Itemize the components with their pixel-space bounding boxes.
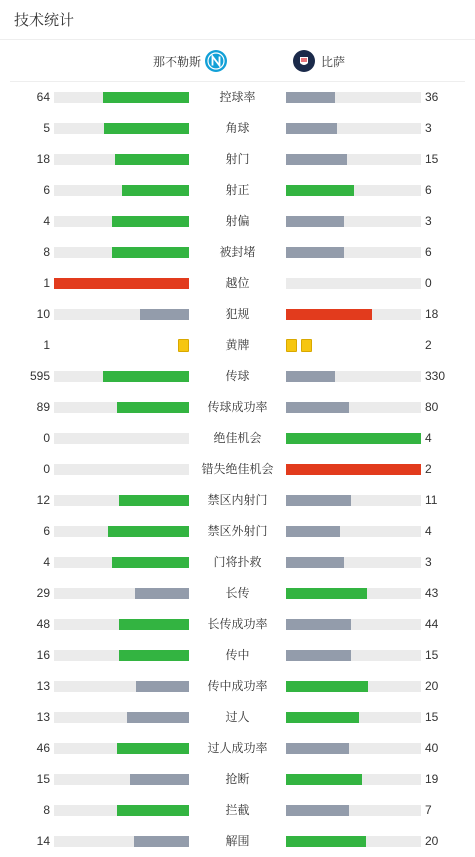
home-bar-track <box>54 588 189 599</box>
away-bar-track <box>286 309 421 320</box>
stat-label: 传球 <box>225 369 250 383</box>
home-value: 6 <box>43 183 50 197</box>
away-value: 18 <box>425 307 439 321</box>
stat-row <box>0 237 475 268</box>
stat-label: 拦截 <box>225 803 250 817</box>
home-value: 8 <box>43 803 50 817</box>
home-team-name: 那不勒斯 <box>152 54 201 69</box>
away-bar <box>286 681 368 692</box>
home-bar-track <box>54 743 189 754</box>
home-bar <box>104 123 189 134</box>
home-value: 46 <box>36 741 50 755</box>
home-value: 16 <box>36 648 50 662</box>
away-bar <box>286 309 372 320</box>
yellow-card-icon <box>286 339 297 352</box>
home-value: 4 <box>43 555 50 569</box>
home-value: 10 <box>36 307 50 321</box>
away-bar-track <box>286 650 421 661</box>
home-value: 1 <box>43 276 50 290</box>
stat-label: 门将扑救 <box>213 555 262 569</box>
home-bar <box>103 371 189 382</box>
stat-row <box>0 144 475 175</box>
pisa-crest-icon <box>293 50 315 72</box>
away-team-name: 比萨 <box>321 54 346 69</box>
home-bar <box>112 247 189 258</box>
stat-label: 黄牌 <box>225 338 250 352</box>
home-bar-track <box>54 371 189 382</box>
home-bar <box>108 526 189 537</box>
away-value: 2 <box>425 462 432 476</box>
away-bar <box>286 650 351 661</box>
away-bar-track <box>286 743 421 754</box>
away-bar-track <box>286 371 421 382</box>
page-title: 技术统计 <box>14 12 75 29</box>
stat-row <box>0 516 475 547</box>
away-bar-track <box>286 712 421 723</box>
stat-row <box>0 454 475 485</box>
stat-row <box>0 423 475 454</box>
home-bar-track <box>54 92 189 103</box>
away-value: 330 <box>425 369 446 383</box>
stat-row <box>0 299 475 330</box>
away-bar <box>286 216 344 227</box>
home-bar-track <box>54 402 189 413</box>
stat-row <box>0 547 475 578</box>
home-bar <box>135 588 189 599</box>
home-bar-track <box>54 154 189 165</box>
home-value: 6 <box>43 524 50 538</box>
home-value: 89 <box>36 400 50 414</box>
home-value: 15 <box>36 772 50 786</box>
away-cards <box>286 339 312 352</box>
away-bar <box>286 247 344 258</box>
away-value: 20 <box>425 679 439 693</box>
home-bar <box>136 681 189 692</box>
home-bar-track <box>54 123 189 134</box>
home-bar-track <box>54 464 189 475</box>
away-bar <box>286 805 349 816</box>
stat-label: 解围 <box>225 834 250 848</box>
away-bar-track <box>286 495 421 506</box>
away-value: 2 <box>425 338 432 352</box>
home-bar-track <box>54 278 189 289</box>
home-bar <box>119 619 189 630</box>
away-value: 6 <box>425 183 432 197</box>
home-bar-track <box>54 805 189 816</box>
stat-label: 犯规 <box>225 307 250 321</box>
stat-label: 传球成功率 <box>207 400 268 414</box>
home-value: 4 <box>43 214 50 228</box>
away-value: 3 <box>425 214 432 228</box>
stat-row <box>0 578 475 609</box>
stat-row <box>0 733 475 764</box>
away-bar <box>286 526 340 537</box>
yellow-card-icon <box>301 339 312 352</box>
away-value: 20 <box>425 834 439 848</box>
home-value: 1 <box>43 338 50 352</box>
away-bar <box>286 743 349 754</box>
stat-label: 抢断 <box>225 772 250 786</box>
stat-row <box>0 206 475 237</box>
away-bar-track <box>286 185 421 196</box>
away-bar-track <box>286 464 421 475</box>
away-bar-track <box>286 805 421 816</box>
home-value: 12 <box>36 493 50 507</box>
stat-label: 射正 <box>225 183 250 197</box>
home-value: 14 <box>36 834 50 848</box>
away-bar-track <box>286 92 421 103</box>
stat-row <box>0 82 475 113</box>
away-bar <box>286 464 421 475</box>
away-value: 11 <box>425 493 438 507</box>
stat-row <box>0 671 475 702</box>
away-bar <box>286 433 421 444</box>
home-cards <box>178 339 189 352</box>
away-bar-track <box>286 619 421 630</box>
stat-label: 长传 <box>225 586 250 600</box>
home-bar-track <box>54 495 189 506</box>
home-value: 48 <box>36 617 50 631</box>
stat-label: 过人 <box>225 710 250 724</box>
away-value: 15 <box>425 648 439 662</box>
away-value: 80 <box>425 400 439 414</box>
away-bar-track <box>286 836 421 847</box>
away-value: 3 <box>425 555 432 569</box>
home-bar <box>54 278 189 289</box>
away-bar <box>286 123 337 134</box>
away-bar <box>286 495 351 506</box>
away-bar-track <box>286 154 421 165</box>
home-bar <box>130 774 189 785</box>
stat-label: 角球 <box>225 121 250 135</box>
home-bar-track <box>54 836 189 847</box>
stat-row <box>0 330 475 361</box>
home-bar-track <box>54 557 189 568</box>
home-value: 64 <box>36 90 50 104</box>
stat-label: 绝佳机会 <box>213 431 262 445</box>
teams-bar <box>10 40 465 82</box>
home-bar-track <box>54 309 189 320</box>
home-value: 5 <box>43 121 50 135</box>
stat-row <box>0 609 475 640</box>
away-value: 15 <box>425 152 439 166</box>
home-value: 595 <box>29 369 50 383</box>
away-value: 19 <box>425 772 439 786</box>
home-value: 13 <box>36 710 50 724</box>
home-value: 13 <box>36 679 50 693</box>
stat-label: 禁区外射门 <box>207 524 268 538</box>
away-value: 4 <box>425 524 432 538</box>
home-bar <box>112 216 189 227</box>
stat-label: 禁区内射门 <box>207 493 268 507</box>
home-bar <box>119 650 189 661</box>
away-bar <box>286 712 359 723</box>
away-bar-track <box>286 123 421 134</box>
away-bar-track <box>286 557 421 568</box>
home-bar-track <box>54 681 189 692</box>
stat-row <box>0 361 475 392</box>
stat-label: 被封堵 <box>219 245 256 259</box>
home-bar-track <box>54 650 189 661</box>
away-value: 3 <box>425 121 432 135</box>
home-value: 0 <box>43 462 50 476</box>
away-bar <box>286 588 367 599</box>
home-bar-track <box>54 526 189 537</box>
stat-label: 射门 <box>225 152 250 166</box>
away-bar-track <box>286 216 421 227</box>
away-bar <box>286 154 347 165</box>
away-bar-track <box>286 681 421 692</box>
away-bar <box>286 371 335 382</box>
home-bar-track <box>54 433 189 444</box>
home-bar-track <box>54 619 189 630</box>
away-bar <box>286 774 362 785</box>
away-bar-track <box>286 402 421 413</box>
home-bar <box>117 402 189 413</box>
home-value: 0 <box>43 431 50 445</box>
stat-label: 错失绝佳机会 <box>201 462 274 476</box>
napoli-crest-icon <box>205 50 227 72</box>
away-value: 36 <box>425 90 439 104</box>
away-value: 0 <box>425 276 432 290</box>
home-bar <box>134 836 189 847</box>
stat-row <box>0 826 475 857</box>
stat-label: 射偏 <box>225 214 250 228</box>
home-bar-track <box>54 712 189 723</box>
away-bar <box>286 619 351 630</box>
away-bar-track <box>286 433 421 444</box>
away-bar <box>286 557 344 568</box>
home-value: 29 <box>36 586 50 600</box>
away-bar-track <box>286 278 421 289</box>
stat-row <box>0 640 475 671</box>
home-value: 18 <box>36 152 50 166</box>
stats-list <box>0 82 475 857</box>
home-bar-track <box>54 774 189 785</box>
away-value: 6 <box>425 245 432 259</box>
home-bar-track <box>54 247 189 258</box>
away-bar <box>286 185 354 196</box>
stats-header <box>0 0 475 40</box>
away-value: 15 <box>425 710 439 724</box>
stat-row <box>0 113 475 144</box>
home-bar-track <box>54 185 189 196</box>
stat-label: 越位 <box>225 276 250 290</box>
stat-row <box>0 702 475 733</box>
home-bar <box>115 154 189 165</box>
stat-row <box>0 175 475 206</box>
away-bar <box>286 836 366 847</box>
home-bar-track <box>54 216 189 227</box>
stat-row <box>0 268 475 299</box>
home-bar <box>140 309 189 320</box>
home-team[interactable] <box>153 40 227 82</box>
away-bar <box>286 402 349 413</box>
away-bar-track <box>286 774 421 785</box>
stat-label: 过人成功率 <box>207 741 268 755</box>
stat-label: 传中 <box>225 648 250 662</box>
away-value: 4 <box>425 431 432 445</box>
home-bar <box>122 185 190 196</box>
away-value: 40 <box>425 741 439 755</box>
stat-label: 控球率 <box>219 90 256 104</box>
home-bar <box>117 805 189 816</box>
stat-row <box>0 764 475 795</box>
away-bar-track <box>286 588 421 599</box>
stat-label: 长传成功率 <box>207 617 268 631</box>
away-bar <box>286 92 335 103</box>
away-value: 44 <box>425 617 439 631</box>
away-bar-track <box>286 526 421 537</box>
stat-row <box>0 392 475 423</box>
yellow-card-icon <box>178 339 189 352</box>
home-bar <box>103 92 189 103</box>
home-value: 8 <box>43 245 50 259</box>
away-bar-track <box>286 247 421 258</box>
stat-row <box>0 795 475 826</box>
home-bar <box>127 712 189 723</box>
home-bar <box>119 495 189 506</box>
away-value: 43 <box>425 586 439 600</box>
stat-label: 传中成功率 <box>207 679 268 693</box>
home-bar <box>117 743 189 754</box>
away-team[interactable] <box>293 40 345 82</box>
home-bar <box>112 557 189 568</box>
stat-row <box>0 485 475 516</box>
away-value: 7 <box>425 803 432 817</box>
